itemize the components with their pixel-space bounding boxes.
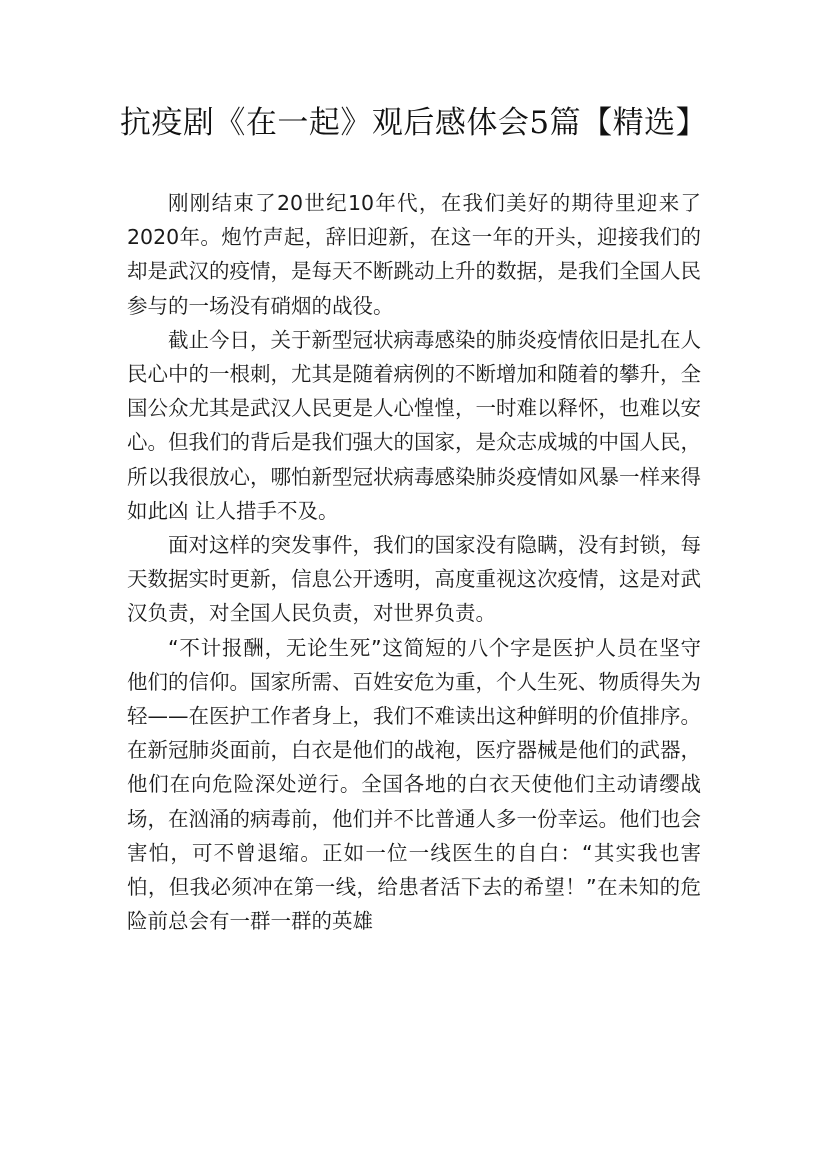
paragraph: 面对这样的突发事件，我们的国家没有隐瞒，没有封锁，每天数据实时更新，信息公开透明，高度重视这次疫情，这是对武汉负责，对全国人民负责，对世界负责。 (127, 533, 701, 626)
paragraph: “不计报酬，无论生死”这简短的八个字是医护人员在坚守他们的信仰。国家所需、百姓安危为重，个人生死、物质得失为轻——在医护工作者身上，我们不难读出这种鲜明的价值排序。在新冠肺炎面前，白衣是他们的战袍，医疗器械是他们的武器，他们在向危险深处逆行。全国各地的白衣天使他们主动请缨战场，在汹涌的病毒前，他们并不比普通人多一份幸运。他们也会害怕，可不曾退缩。正如一位一线医生的自白：“其实我也害怕，但我必须冲在第一线，给患者活下去的希望！”在未知的危险前总会有一群一群的英雄 (127, 635, 701, 934)
paragraph: 刚刚结束了20世纪10年代，在我们美好的期待里迎来了2020年。炮竹声起，辞旧迎新，在这一年的开头，迎接我们的却是武汉的疫情，是每天不断跳动上升的数据，是我们全国人民参与的一场没有硝烟的战役。 (127, 191, 701, 318)
paragraph: 截止今日，关于新型冠状病毒感染的肺炎疫情依旧是扎在人民心中的一根刺，尤其是随着病例的不断增加和随着的攀升，全国公众尤其是武汉人民更是人心惶惶，一时难以释怀，也难以安心。但我们的背后是我们强大的国家，是众志成城的中国人民，所以我很放心，哪怕新型冠状病毒感染肺炎疫情如风暴一样来得如此凶 让人措手不及。 (127, 327, 701, 523)
document-body (127, 186, 701, 938)
document-title: 抗疫剧《在一起》观后感体会5篇【精选】 (119, 105, 708, 141)
